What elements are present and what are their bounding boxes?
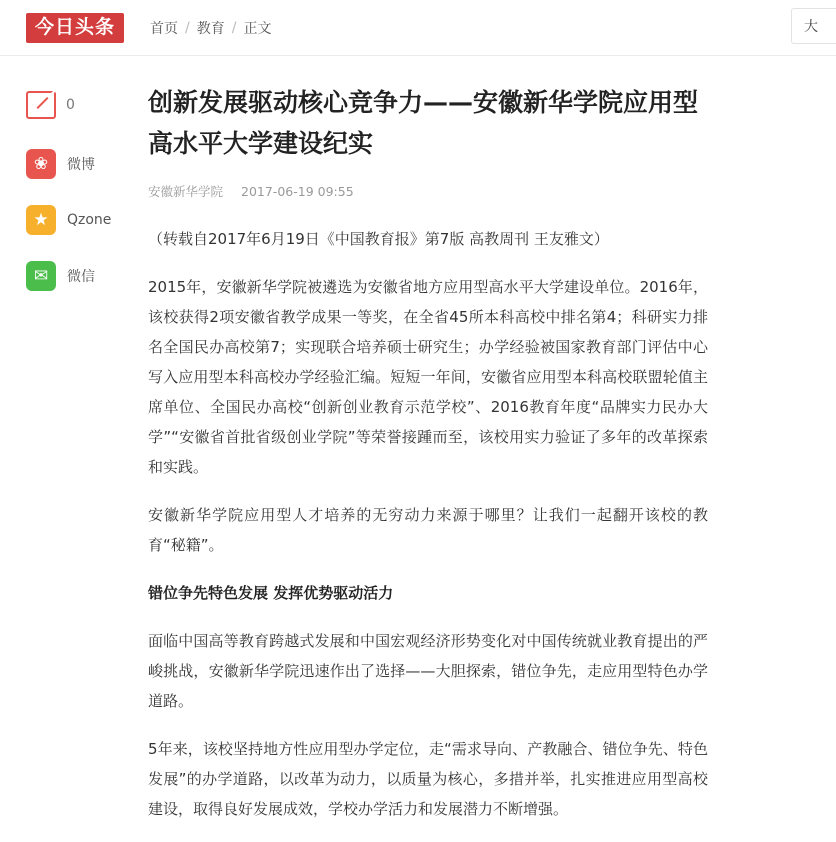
- article-paragraph: 面临中国高等教育跨越式发展和中国宏观经济形势变化对中国传统就业教育提出的严峻挑战，安徽新华学院迅速作出了选择——大胆探索，错位争先，走应用型特色办学道路。: [148, 632, 708, 710]
- qzone-icon: ★: [26, 205, 56, 235]
- article-paragraph: 5年来，该校坚持地方性应用型办学定位，走“需求导向、产教融合、错位争先、特色发展”的办学道路，以改革为动力，以质量为核心，多措并举，扎实推进应用型高校建设，取得良好发展成效，学校办学活力和发展潜力不断增强。: [148, 740, 708, 818]
- article-source: 安徽新华学院: [148, 184, 224, 199]
- wechat-icon: ✉: [26, 261, 56, 291]
- article-subheading: 错位争先特色发展 发挥优势驱动活力: [148, 584, 394, 602]
- breadcrumb-education[interactable]: 教育: [196, 20, 225, 37]
- comment-edit-icon: [26, 91, 56, 119]
- share-qzone[interactable]: [26, 205, 140, 235]
- weibo-icon: ❀: [26, 149, 56, 179]
- article-body: [148, 56, 708, 842]
- comment-button[interactable]: [26, 91, 140, 119]
- share-weibo-label: 微博: [67, 157, 95, 173]
- breadcrumb-home[interactable]: 首页: [150, 20, 179, 37]
- article-timestamp: 2017-06-19 09:55: [241, 184, 354, 199]
- article-paragraph: 安徽新华学院应用型人才培养的无穷动力来源于哪里？让我们一起翻开该校的教育“秘籍”。: [148, 506, 708, 554]
- share-wechat[interactable]: [26, 261, 140, 291]
- page-title: 创新发展驱动核心竞争力——安徽新华学院应用型高水平大学建设纪实: [148, 88, 699, 158]
- font-size-button[interactable]: 大: [791, 8, 836, 44]
- share-qzone-label: Qzone: [67, 212, 112, 228]
- site-logo[interactable]: 今日头条: [26, 13, 124, 43]
- share-weibo[interactable]: [26, 149, 140, 179]
- article-paragraph: （转载自2017年6月19日《中国教育报》第7版 高教周刊 王友雅文）: [148, 230, 609, 248]
- comment-pen-stroke: [36, 97, 48, 109]
- article-paragraph: 2015年，安徽新华学院被遴选为安徽省地方应用型高水平大学建设单位。2016年，该校获得2项安徽省教学成果一等奖，在全省45所本科高校中排名第4；科研实力排名全国民办高校第7；实现联合培养硕士研究生；办学经验被国家教育部门评估中心写入应用型本科高校办学经验汇编。短短一年间，安徽省应用型本科高校联盟轮值主席单位、全国民办高校“创新创业教育示范学校”、2016教育年度“品牌实力民办大学”“安徽省首批省级创业学院”等荣誉接踵而至，该校用实力验证了多年的改革探索和实践。: [148, 278, 708, 476]
- breadcrumb-current[interactable]: 正文: [243, 20, 272, 37]
- comment-count: 0: [66, 97, 75, 113]
- share-wechat-label: 微信: [67, 269, 95, 285]
- breadcrumb: [150, 18, 271, 38]
- site-header: [0, 0, 836, 56]
- share-sidebar: [0, 56, 140, 317]
- article-meta: [148, 182, 708, 200]
- breadcrumb-separator-2: /: [231, 19, 237, 36]
- breadcrumb-separator-1: /: [185, 19, 190, 36]
- comment-pen-tip: [50, 89, 56, 95]
